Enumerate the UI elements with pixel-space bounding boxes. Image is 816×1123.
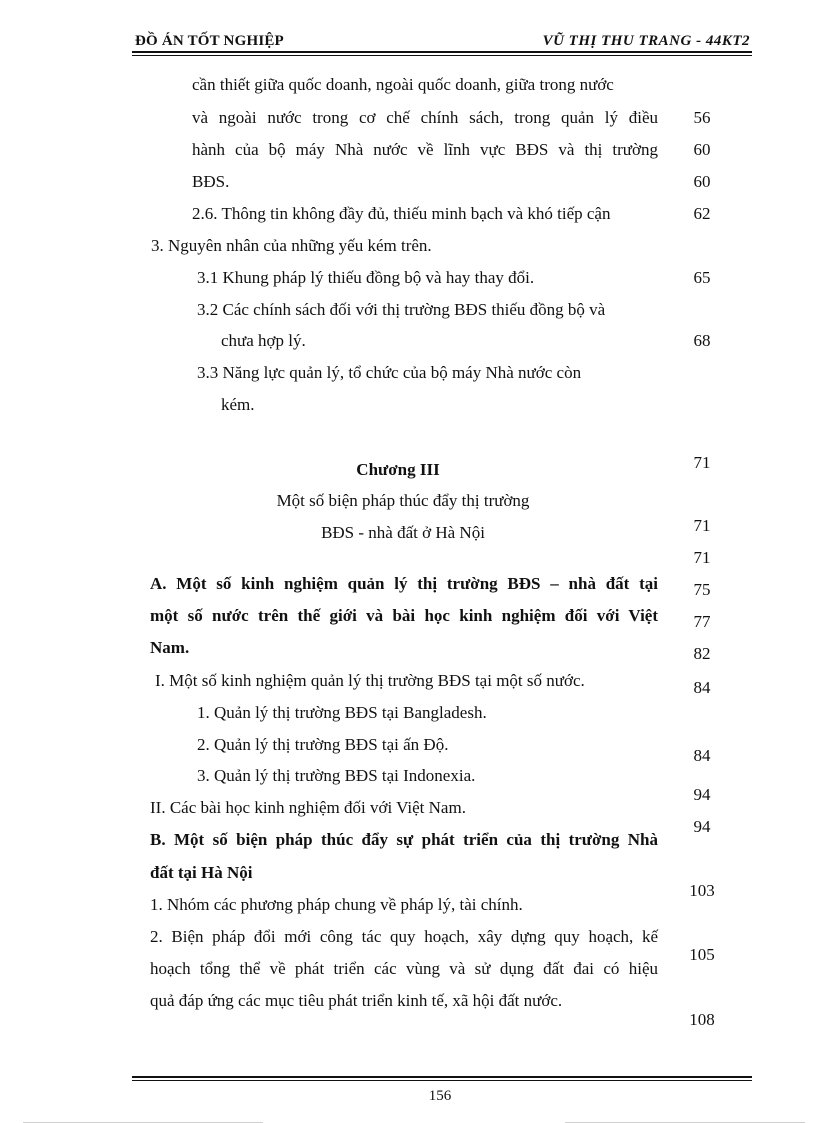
page-number: 60 (693, 140, 711, 159)
toc-line-bold: A. Một số kinh nghiệm quản lý thị trường BĐS – nhà đất tại (150, 574, 658, 593)
toc-line: 3.2 Các chính sách đối với thị trường BĐS thiếu đồng bộ và (197, 300, 606, 319)
page-number: 65 (693, 268, 711, 287)
header-rule-thin (132, 55, 752, 56)
toc-line: và ngoài nước trong cơ chế chính sách, trong quản lý điều (192, 108, 658, 127)
page-number: 82 (693, 644, 711, 663)
header-rule (132, 51, 752, 53)
page-number: 84 (693, 678, 711, 697)
footer-page-number: 156 (428, 1088, 452, 1104)
toc-line: 3. Nguyên nhân của những yếu kém trên. (151, 236, 432, 255)
footer-rule (132, 1076, 752, 1078)
toc-line: 2. Quản lý thị trường BĐS tại ấn Độ. (197, 735, 449, 754)
toc-line: cần thiết giữa quốc doanh, ngoài quốc doanh, giữa trong nước (192, 75, 614, 94)
page-number: 103 (689, 881, 715, 900)
page-number: 108 (689, 1010, 715, 1029)
toc-line: II. Các bài học kinh nghiệm đối với Việt Nam. (150, 798, 466, 817)
page-number: 71 (693, 516, 711, 535)
toc-line-bold: B. Một số biện pháp thúc đẩy sự phát triển của thị trường Nhà (150, 830, 658, 849)
toc-line: kém. (221, 395, 255, 414)
page-number: 60 (693, 172, 711, 191)
footer-rule-thin (132, 1080, 752, 1081)
page-number: 94 (693, 785, 711, 804)
page-number: 94 (693, 817, 711, 836)
chapter-subtitle: BĐS - nhà đất ở Hà Nội (321, 523, 485, 542)
page-number: 62 (693, 204, 711, 223)
chapter-heading: Chương III (356, 460, 440, 479)
page-number: 75 (693, 580, 711, 599)
toc-line: 3.1 Khung pháp lý thiếu đồng bộ và hay thay đổi. (197, 268, 535, 287)
page-number: 68 (693, 331, 711, 350)
header-title: ĐỒ ÁN TỐT NGHIỆP (135, 33, 284, 49)
toc-line-bold: Nam. (150, 638, 190, 657)
page-number: 105 (689, 945, 715, 964)
chapter-subtitle: Một số biện pháp thúc đẩy thị trường (276, 491, 530, 510)
toc-line: 2. Biện pháp đổi mới công tác quy hoạch, xây dựng quy hoạch, kế (150, 927, 658, 946)
header-author: VŨ THỊ THU TRANG - 44KT2 (542, 33, 750, 49)
toc-line: 3.3 Năng lực quản lý, tổ chức của bộ máy Nhà nước còn (197, 363, 582, 382)
toc-line: hoạch tổng thể về phát triển các vùng và sử dụng đất đai có hiệu (150, 959, 658, 978)
toc-line: 2.6. Thông tin không đầy đủ, thiếu minh bạch và khó tiếp cận (192, 204, 611, 223)
page-number: 71 (693, 548, 711, 567)
toc-line: 1. Nhóm các phương pháp chung về pháp lý, tài chính. (150, 895, 523, 914)
toc-line: hành của bộ máy Nhà nước về lĩnh vực BĐS và thị trường (192, 140, 658, 159)
toc-line: quả đáp ứng các mục tiêu phát triển kinh tế, xã hội đất nước. (150, 991, 563, 1010)
page-number: 84 (693, 746, 711, 765)
toc-line-bold: đất tại Hà Nội (150, 863, 253, 882)
toc-line: chưa hợp lý. (221, 331, 306, 350)
toc-line: I. Một số kinh nghiệm quản lý thị trường BĐS tại một số nước. (155, 671, 585, 690)
page-number: 56 (693, 108, 711, 127)
toc-line: 1. Quản lý thị trường BĐS tại Bangladesh. (197, 703, 487, 722)
toc-line: 3. Quản lý thị trường BĐS tại Indonexia. (197, 766, 476, 785)
page-number: 71 (693, 453, 711, 472)
toc-line: BĐS. (192, 172, 230, 191)
toc-line-bold: một số nước trên thế giới và bài học kinh nghiệm đối với Việt (150, 606, 658, 625)
page-number: 77 (693, 612, 711, 631)
